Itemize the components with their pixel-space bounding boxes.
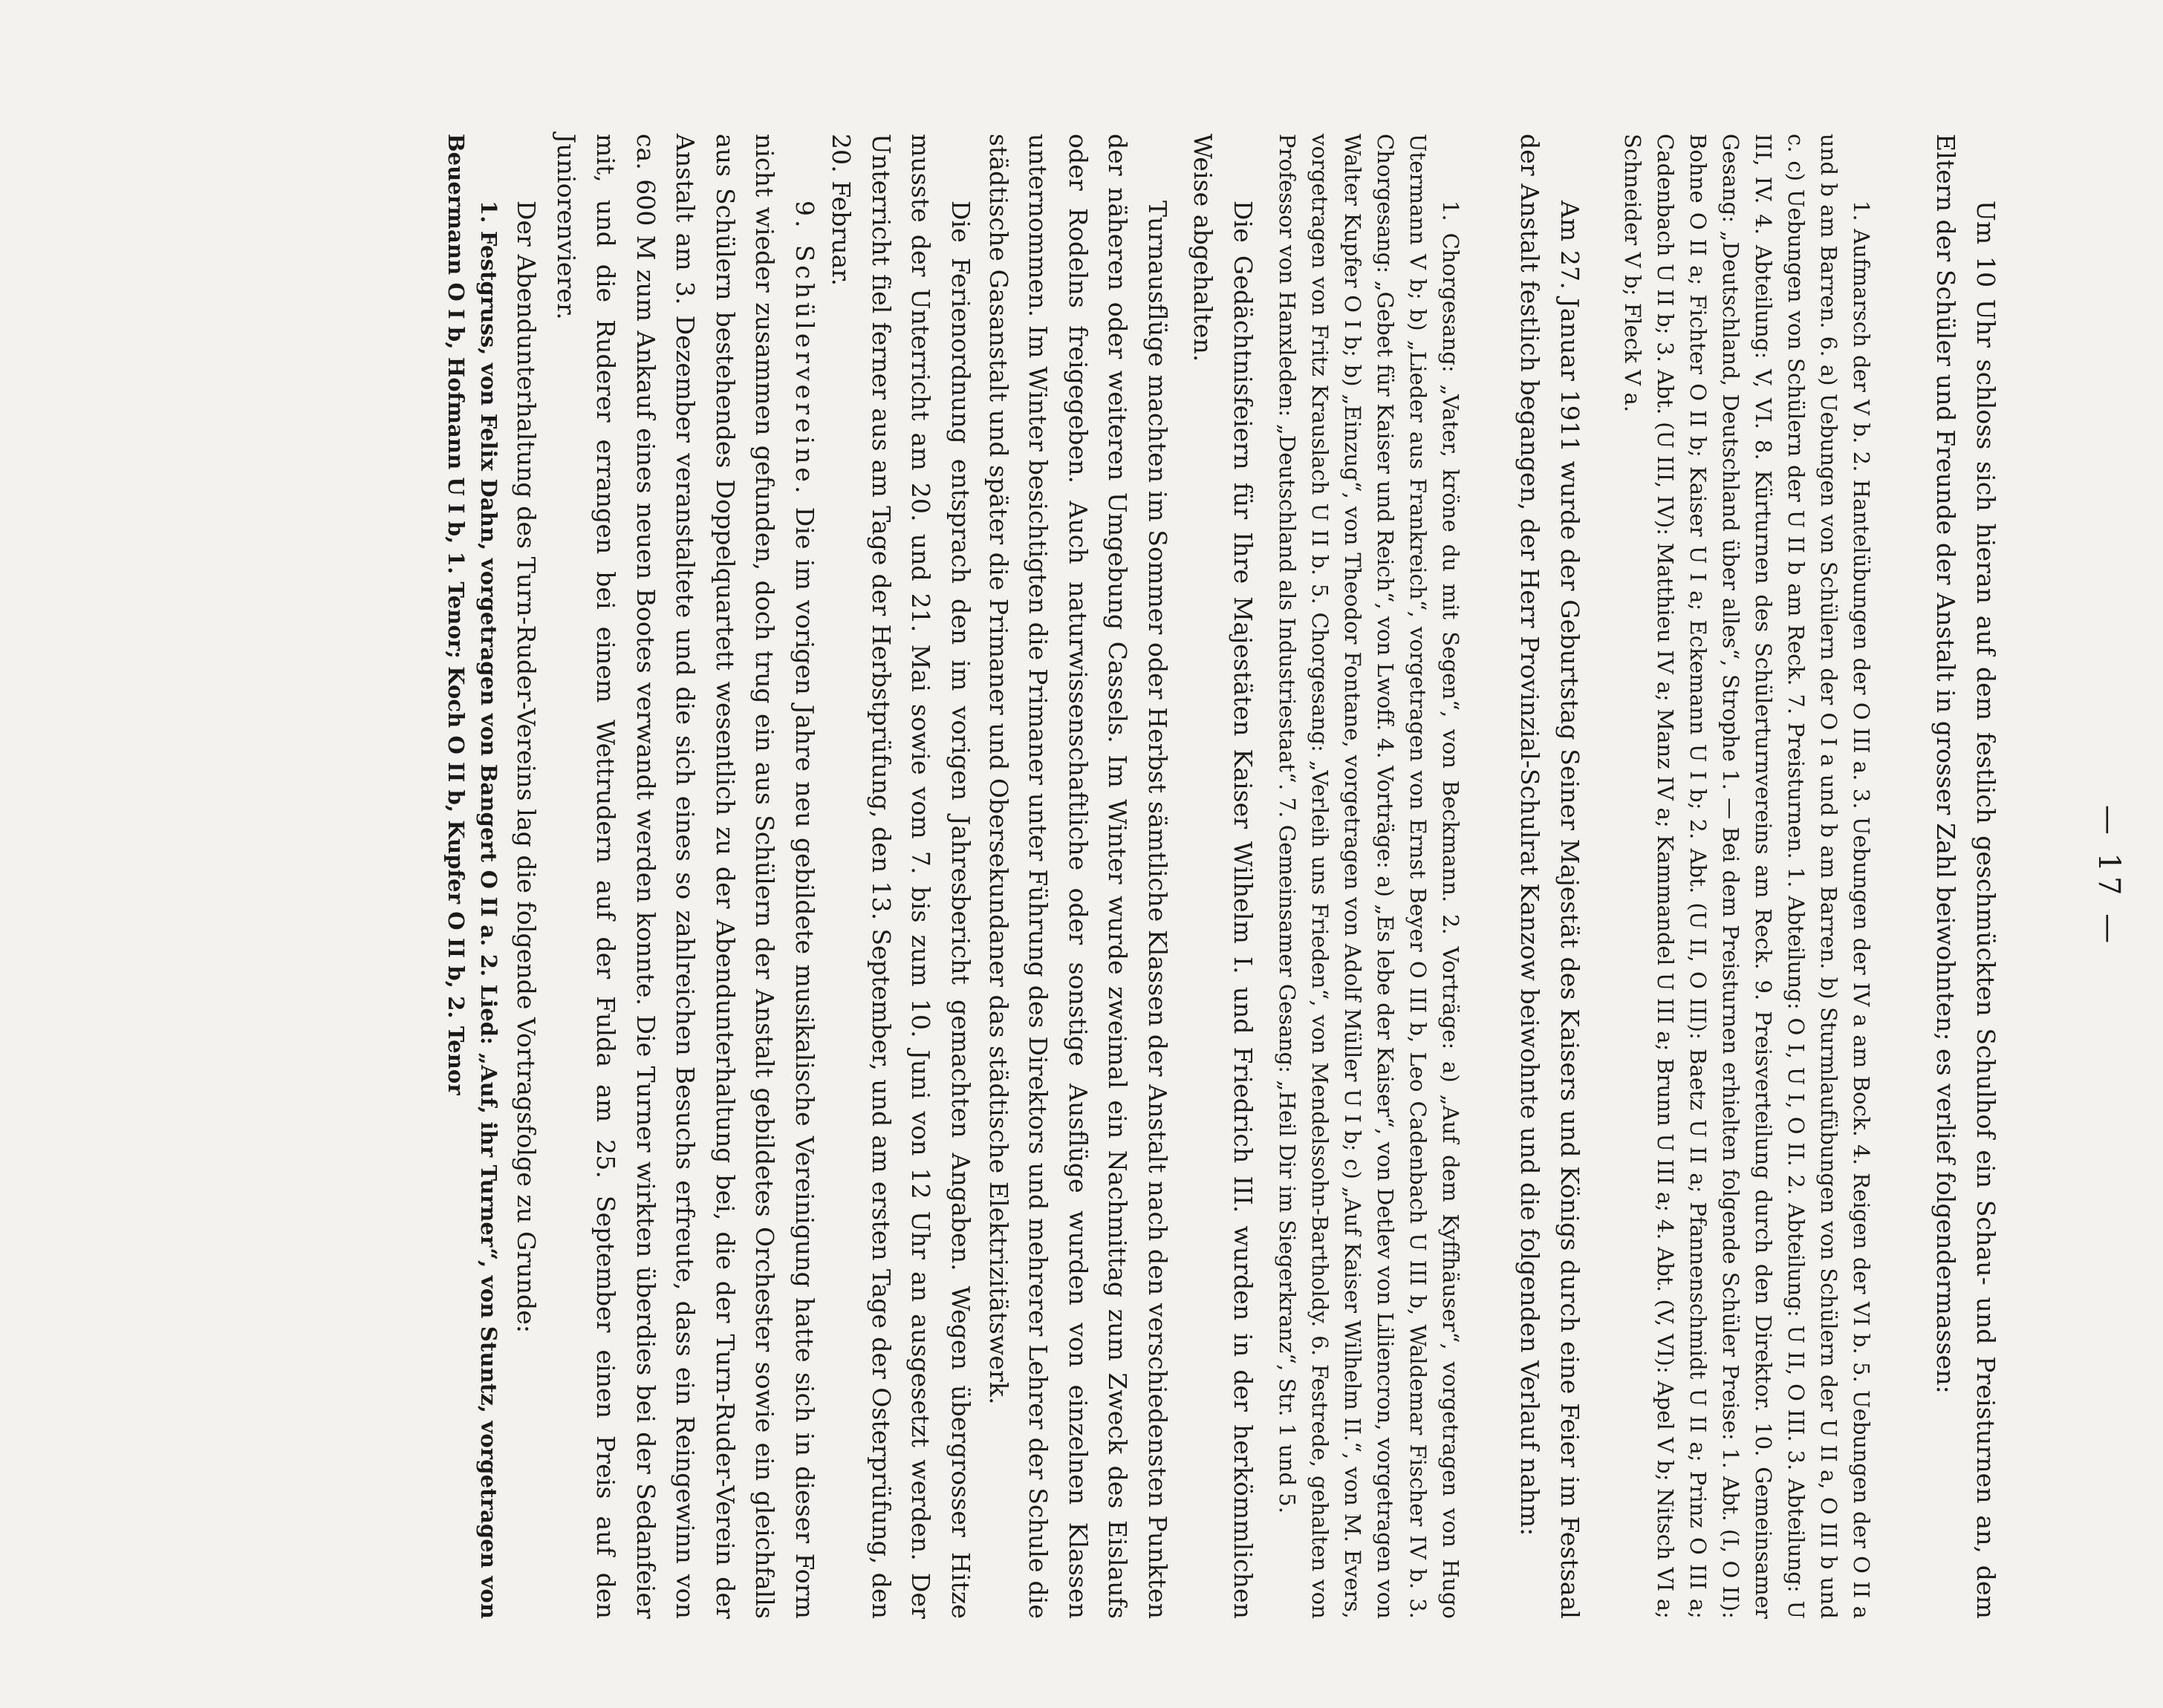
text-abendunterhaltung-program: 1. Festgruss, von Felix Dahn, vorgetragen von Bangert O II a. 2. Lied: „Auf, ihr Turner“, von Stuntz, vorgetragen von Beuermann O I b, Hofmann U I b, 1. Tenor; Koch O II b, Kupfer O II b, 2. Tenor <box>443 134 501 1619</box>
text-geburtstag: Am 27. Januar 1911 wurde der Geburtstag Seiner Majestät des Kaisers und Königs durch eine Feier im Festsaal der Anstalt festlich begangen, der Herr Provinzial-Schulrat Kanzow beiwohnte und die folgenden Verlauf nahm: <box>1515 134 1584 1619</box>
paragraph-schauturnen-intro <box>1926 134 2006 1619</box>
page-number: — 17 — <box>2092 804 2126 948</box>
text-gedaechtnis: Die Gedächtnisfeiern für Ihre Majestäten Kaiser Wilhelm I. und Friedrich III. wurden in der herkömmlichen Weise abgehalten. <box>1188 134 1258 1619</box>
text-schauturnen-program: 1. Aufmarsch der V b. 2. Hantelübungen der O III a. 3. Uebungen der IV a am Bock. 4. Reigen der VI b. 5. Uebungen der O II a und b am Barren. 6. a) Uebungen von Schülern der O I a und b am Barren. b) Sturmlaufübungen von Schülern der U II a, O III b und c. c) Uebungen von Schülern der U II b am Reck. 7. Preisturnen. 1. Abteilung: O I, U I, O II. 2. Abteilung: U II, O III. 3. Abteilung: U III, IV. 4. Abteilung: V, VI. 8. Kürturnen des Schülerturnvereins am Reck. 9. Preisverteilung durch den Direktor. 10. Gemeinsamer Gesang: „Deutschland, Deutschland über alles“, Strophe 1. — Bei dem Preisturnen erhielten folgende Schüler Preise: 1. Abt. (I, O II): Bohne O II a; Fichter O II b; Kaiser U I a; Eckemann U I b; 2. Abt. (U II, O III): Baetz U II a; Pfannenschmidt U II a; Prinz O III a; Cadenbach U II b; 3. Abt. (U III, IV): Matthieu IV a; Manz IV a; Kammandel U III a; Brunn U III a; 4. Abt. (V, VI): Apel V b; Nitsch VI a; Schneider V b; Fleck V a. <box>1620 134 1874 1619</box>
section-heading-schuelervereine: 9. Schülervereine. <box>790 201 819 498</box>
rotated-page <box>238 134 2126 1619</box>
paragraph-turnausfluege <box>979 134 1178 1619</box>
paragraph-schauturnen-program <box>1616 134 1878 1619</box>
paragraph-geburtstag-program <box>1271 134 1467 1619</box>
paragraph-abendunterhaltung <box>507 134 547 1619</box>
text-schuelervereine: Die im vorigen Jahre neu gebildete musikalische Vereinigung hatte sich in dieser Form nicht wieder zusammen gefunden, doch trug ein aus Schülern der Anstalt gebildetes Orchester sowie ein gleichfalls aus Schülern bestehendes Doppelquartett wesentlich zu der Abendunterhaltung bei, die der Turn-Ruder-Verein der Anstalt am 3. Dezember veranstaltete und die sich eines so zahlreichen Besuchs erfreute, dass ein Reingewinn von ca. 600 M zum Ankauf eines neuen Bootes verwandt werden konnte. Die Turner wirkten überdies bei der Sedanfeier mit, und die Ruderer errangen bei einem Wettrudern auf der Fulda am 25. September einen Preis auf den Juniorenvierer. <box>552 134 819 1619</box>
text-ferienordnung: Die Ferienordnung entsprach den im vorigen Jahresbericht gemachten Angaben. Wegen übergrosser Hitze musste der Unterricht am 20. und 21. Mai sowie vom 7. bis zum 10. Juni von 12 Uhr an ausgesetzt werden. Der Unterricht fiel ferner aus am Tage der Herbstprüfung, den 13. September, und am ersten Tage der Osterprüfung, den 20. Februar. <box>827 134 975 1619</box>
paragraph-ferienordnung <box>822 134 980 1619</box>
text-schauturnen-intro: Um 10 Uhr schloss sich hieran auf dem festlich geschmückten Schulhof ein Schau- und Preisturnen an, dem Eltern der Schüler und Freunde der Anstalt in grosser Zahl beiwohnten; es verlief folgendermassen: <box>1931 134 2000 1619</box>
text-abendunterhaltung: Der Abendunterhaltung des Turn-Ruder-Vereins lag die folgende Vortragsfolge zu Grunde: <box>512 201 541 1334</box>
paragraph-gedaechtnis <box>1183 134 1263 1619</box>
text-turnausfluege: Turnausflüge machten im Sommer oder Herbst sämtliche Klassen der Anstalt nach den verschiedensten Punkten der näheren oder weiteren Umgebung Cassels. Im Winter wurde zweimal ein Nachmittag zum Zweck des Eislaufs oder Rodelns freigegeben. Auch naturwissenschaftliche oder sonstige Ausflüge wurden von einzelnen Klassen unternommen. Im Winter besichtigten die Primaner unter Führung des Direktors und mehrerer Lehrer der Schule die städtische Gasanstalt und später die Primaner und Obersekundaner das städtische Elektrizitätswerk. <box>984 134 1172 1619</box>
text-geburtstag-program: 1. Chorgesang: „Vater, kröne du mit Segen“, von Beckmann. 2. Vorträge: a) „Auf dem Kyffhäuser“, vorgetragen von Hugo Utermann V b; b) „Lieder aus Frankreich“, vorgetragen von Ernst Beyer O III b, Leo Cadenbach U III b, Waldemar Fischer IV b. 3. Chorgesang: „Gebet für Kaiser und Reich“, von Lwoff. 4. Vorträge: a) „Es lebe der Kaiser“, von Detlev von Liliencron, vorgetragen von Walter Kupfer O I b; b) „Einzug“, von Theodor Fontane, vorgetragen von Adolf Müller U I b; c) „Auf Kaiser Wilhelm II.“, von M. Evers, vorgetragen von Fritz Krauslach U II b. 5. Chorgesang: „Verleih uns Frieden“, von Mendelssohn-Bartholdy. 6. Festrede, gehalten von Professor von Hanxleden: „Deutschland als Industriestaat“. 7. Gemeinsamer Gesang: „Heil Dir im Siegerkranz“, Str. 1 und 5. <box>1275 134 1463 1619</box>
paragraph-abendunterhaltung-program <box>440 134 505 1619</box>
paragraph-geburtstag <box>1510 134 1590 1619</box>
paragraph-schuelervereine <box>547 134 825 1619</box>
